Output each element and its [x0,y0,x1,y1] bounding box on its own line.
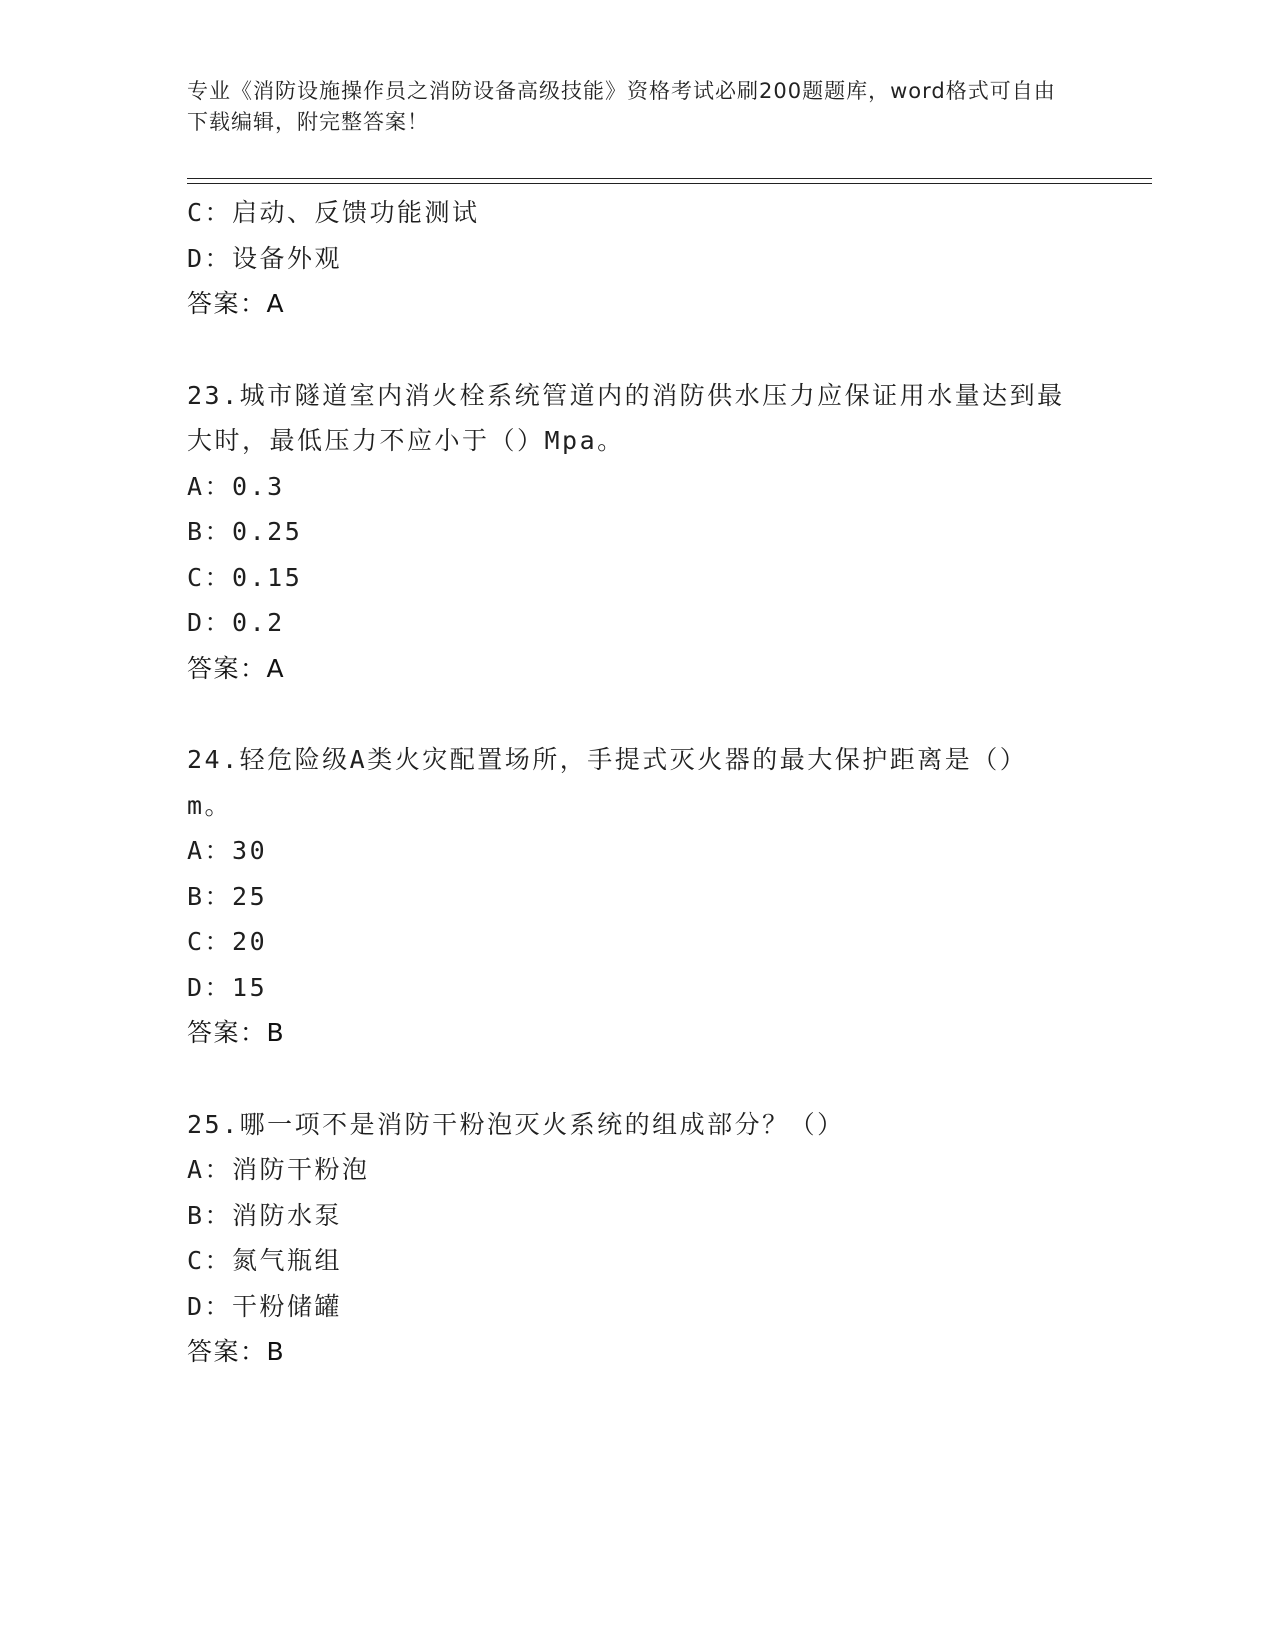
option-b: B：0.25 [187,517,303,546]
option-c: C：启动、反馈功能测试 [187,198,480,227]
spacer [187,1056,1087,1102]
option-d: D：0.2 [187,608,285,637]
header-divider-bottom [187,183,1152,184]
option-d: D：设备外观 [187,243,343,273]
question-stem-24: 24.轻危险级A类火灾配置场所，手提式灭火器的最大保护距离是（）m。 [187,745,1028,820]
answer-line: 答案：A [187,653,286,683]
option-d: D：15 [187,972,268,1002]
option-c: C：20 [187,927,268,956]
option-c: C：0.15 [187,562,303,592]
question-stem-25: 25.哪一项不是消防干粉泡灭火系统的组成部分？（） [187,1109,845,1139]
answer-line: 答案：B [187,1337,286,1366]
question-stem-23: 23.城市隧道室内消火栓系统管道内的消防供水压力应保证用水量达到最大时，最低压力不应小于（）Mpa。 [187,380,1065,455]
document-header: 专业《消防设施操作员之消防设备高级技能》资格考试必刷200题题库，word格式可自由下载编辑，附完整答案！ [187,79,1056,134]
option-d: D：干粉储罐 [187,1291,343,1321]
option-a: A：30 [187,836,268,865]
option-a: A：0.3 [187,471,285,501]
spacer [187,691,1087,737]
answer-line: 答案：B [187,1018,286,1047]
option-a: A：消防干粉泡 [187,1155,370,1184]
spacer [187,327,1087,373]
header-divider-top [187,178,1152,179]
answer-line: 答案：A [187,289,286,318]
option-c: C：氮气瓶组 [187,1246,343,1275]
question-list [187,190,1087,1375]
option-b: B：25 [187,881,268,911]
option-b: B：消防水泵 [187,1200,343,1230]
